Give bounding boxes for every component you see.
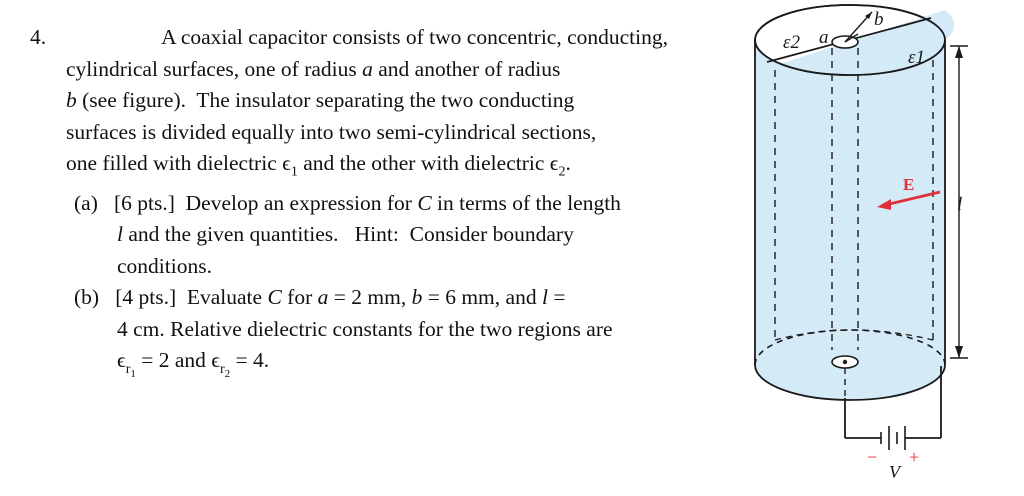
label-a: a	[819, 27, 829, 48]
part-a-label: (a)	[74, 190, 98, 215]
intro-line-4: surfaces is divided equally into two semi-cylindrical sections,	[66, 119, 597, 144]
part-a-line-1: (a) [6 pts.] Develop an expression for C in terms of the length	[74, 190, 621, 215]
intro-line-3: b (see figure). The insulator separating the two conducting	[66, 88, 575, 112]
label-E: E	[903, 175, 915, 194]
part-b-line-3: $\epsilon_{r_1} = 2$ and $\epsilon_{r_2} = 4$.	[117, 348, 270, 380]
intro-line-5: one filled with dielectric $\epsilon_1$ and the other with dielectric $\epsilon_2$.	[66, 151, 571, 180]
battery-icon	[881, 426, 905, 450]
problem-number: 4.	[30, 25, 47, 49]
part-a-line-2: l and the given quantities. Hint: Consider boundary	[117, 222, 574, 247]
label-eps2: ε2	[783, 32, 800, 53]
cylinder-body	[755, 40, 945, 400]
part-b-label: (b)	[74, 285, 100, 310]
capacitor-diagram	[745, 0, 1024, 491]
intro-line-1: 4. A coaxial capacitor consists of two concentric, conducting,	[30, 22, 668, 54]
intro-line-2: cylindrical surfaces, one of radius a and another of radius	[66, 56, 561, 81]
label-V: V	[889, 462, 900, 482]
part-a-line-3: conditions.	[117, 253, 212, 278]
label-minus: −	[867, 447, 878, 467]
label-b: b	[874, 9, 884, 30]
label-eps1: ε1	[908, 47, 925, 68]
part-b-line-1: (b) [4 pts.] Evaluate C for a = 2 mm, b = 6 mm, and l =	[74, 285, 566, 310]
label-l: l	[957, 194, 963, 215]
problem-4	[30, 22, 720, 390]
coaxial-capacitor-figure	[745, 0, 1024, 491]
label-plus: +	[909, 447, 920, 467]
part-b-line-2: 4 cm. Relative dielectric constants for the two regions are	[117, 316, 613, 341]
